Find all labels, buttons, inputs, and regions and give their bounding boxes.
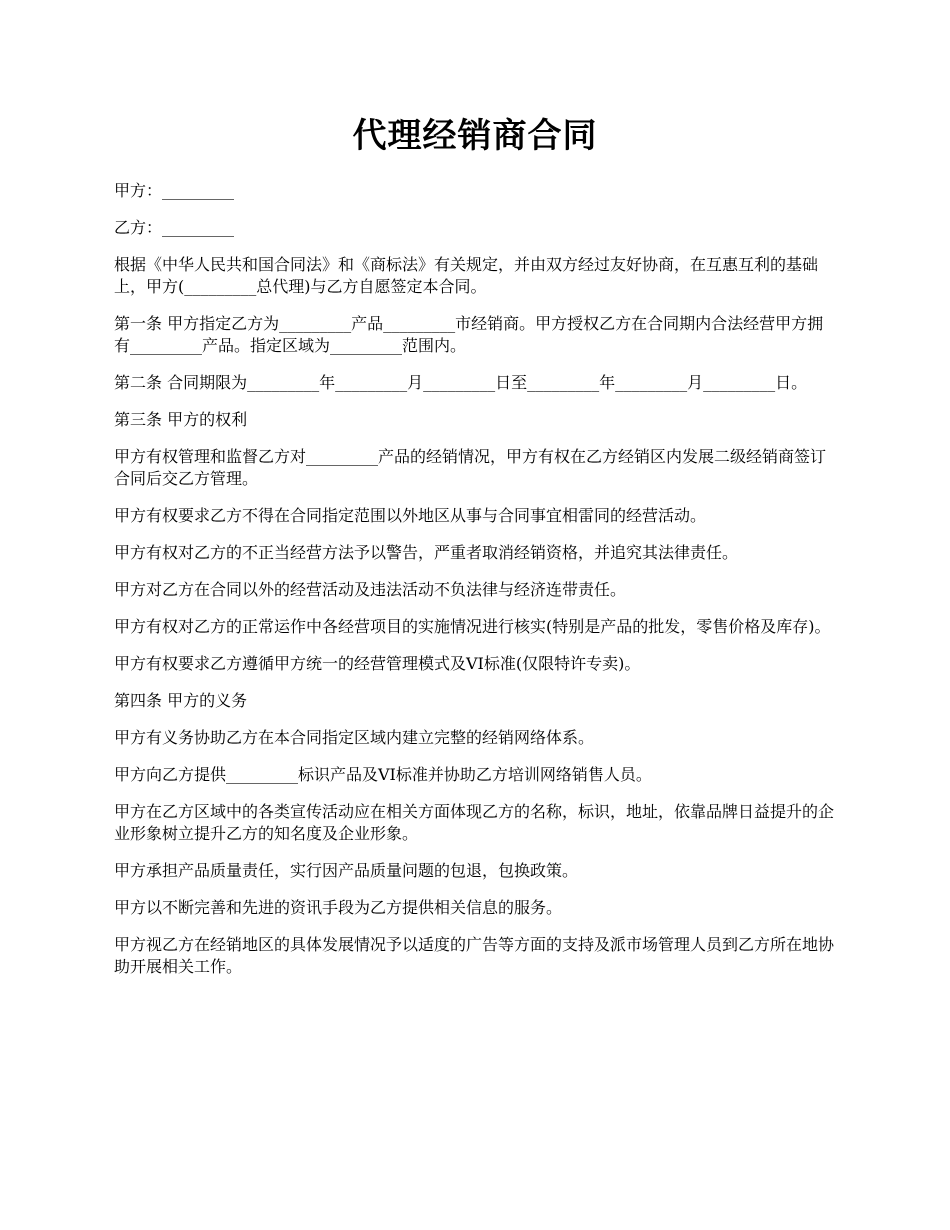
article-3-clause-4: 甲方对乙方在合同以外的经营活动及违法活动不负法律与经济连带责任。 [114,580,627,599]
article-4-clause-5: 甲方以不断完善和先进的资讯手段为乙方提供相关信息的服务。 [114,898,563,917]
article-3-clause-6: 甲方有权要求乙方遵循甲方统一的经营管理模式及VI标准(仅限特许专卖)。 [114,654,641,673]
article-3-clause-5: 甲方有权对乙方的正常运作中各经营项目的实施情况进行核实(特别是产品的批发，零售价格及库存)。 [114,617,831,636]
preamble-paragraph: 根据《中华人民共和国合同法》和《商标法》有关规定，并由双方经过友好协商，在互惠互利的基础上，甲方(_________总代理)与乙方自愿签定本合同。 [114,255,819,296]
article-4-clause-2: 甲方向乙方提供_________标识产品及VI标准并协助乙方培训网络销售人员。 [114,765,652,784]
article-4-clause-4: 甲方承担产品质量责任，实行因产品质量问题的包退，包换政策。 [114,861,579,880]
article-1-paragraph: 第一条 甲方指定乙方为_________产品_________市经销商。甲方授权乙方在合同期内合法经营甲方拥有_________产品。指定区域为_________范围内。 [114,314,824,355]
contract-body [114,180,838,993]
article-4-clause-3: 甲方在乙方区域中的各类宣传活动应在相关方面体现乙方的名称，标识，地址，依靠品牌日益提升的企业形象树立提升乙方的知名度及企业形象。 [114,802,835,843]
article-3-clause-3: 甲方有权对乙方的不正当经营方法予以警告，严重者取消经销资格，并追究其法律责任。 [114,543,739,562]
party-a-line: 甲方：_________ [114,181,235,200]
article-4-heading: 第四条 甲方的义务 [114,691,248,710]
article-4-clause-1: 甲方有义务协助乙方在本合同指定区域内建立完整的经销网络体系。 [114,728,595,747]
article-3-heading: 第三条 甲方的权利 [114,410,248,429]
party-b-line: 乙方：_________ [114,218,235,237]
article-2-paragraph: 第二条 合同期限为_________年_________月_________日至_________年_________月_________日。 [114,373,808,392]
document-title: 代理经销商合同 [352,116,598,156]
article-3-clause-1: 甲方有权管理和监督乙方对_________产品的经销情况，甲方有权在乙方经销区内发展二级经销商签订合同后交乙方管理。 [114,447,827,488]
article-3-clause-2: 甲方有权要求乙方不得在合同指定范围以外地区从事与合同事宜相雷同的经营活动。 [114,506,707,525]
article-4-clause-6: 甲方视乙方在经销地区的具体发展情况予以适度的广告等方面的支持及派市场管理人员到乙方所在地协助开展相关工作。 [114,935,835,976]
